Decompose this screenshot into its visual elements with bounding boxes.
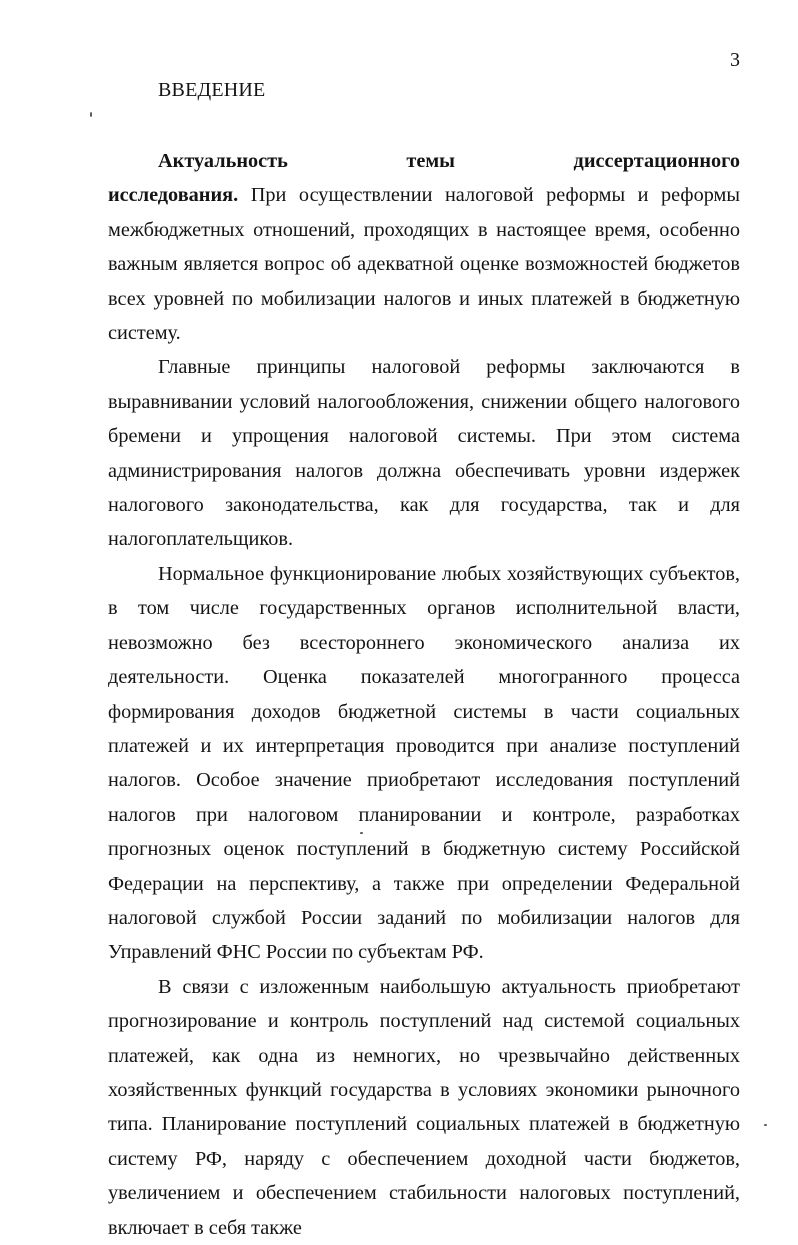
scan-speck <box>360 832 363 834</box>
body-text <box>108 144 740 1245</box>
paragraph-text: При осуществлении налоговой реформы и реформы межбюджетных отношений, проходящих в настоящее время, особенно важным является вопрос об адекватной оценке возможностей бюджетов всех уровней по мобилизации налогов и иных платежей в бюджетную систему. <box>108 184 740 345</box>
scan-speck <box>90 112 92 117</box>
scan-speck <box>764 1124 767 1126</box>
paragraph-economic-analysis: Нормальное функционирование любых хозяйствующих субъектов, в том числе государственных органов исполнительной власти, невозможно без всестороннего экономического анализа их деятельности. Оценка показателей многогранного процесса формирования доходов бюджетной системы в части социальных платежей и их интерпретация проводится при анализе поступлений налогов. Особое значение приобретают исследования поступлений налогов при налоговом планировании и контроле, разработках прогнозных оценок поступлений в бюджетную систему Российской Федерации на перспективу, а также при определении Федеральной налоговой службой России заданий по мобилизации налогов для Управлений ФНС России по субъектам РФ. <box>108 562 740 964</box>
paragraph-tax-reform: Главные принципы налоговой реформы заключаются в выравнивании условий налогообложения, снижении общего налогового бремени и упрощения налоговой системы. При этом система администрирования налогов должна обеспечивать уровни издержек налогового законодательства, как для государства, так и для налогоплательщиков. <box>108 356 740 551</box>
page-number: 3 <box>730 49 740 71</box>
section-heading: ВВЕДЕНИЕ <box>158 79 266 101</box>
paragraph-lead-bold: Актуальность темы диссертационного исследования. <box>108 150 740 207</box>
paragraph-relevance <box>108 144 740 350</box>
paragraph-forecasting: В связи с изложенным наибольшую актуальность приобретают прогнозирование и контроль поступлений над системой социальных платежей, как одна из немногих, но чрезвычайно действенных хозяйственных функций государства в условиях экономики рыночного типа. Планирование поступлений социальных платежей в бюджетную систему РФ, наряду с обеспечением доходной части бюджетов, увеличением и обеспечением стабильности налоговых поступлений, включает в себя также <box>108 975 740 1239</box>
